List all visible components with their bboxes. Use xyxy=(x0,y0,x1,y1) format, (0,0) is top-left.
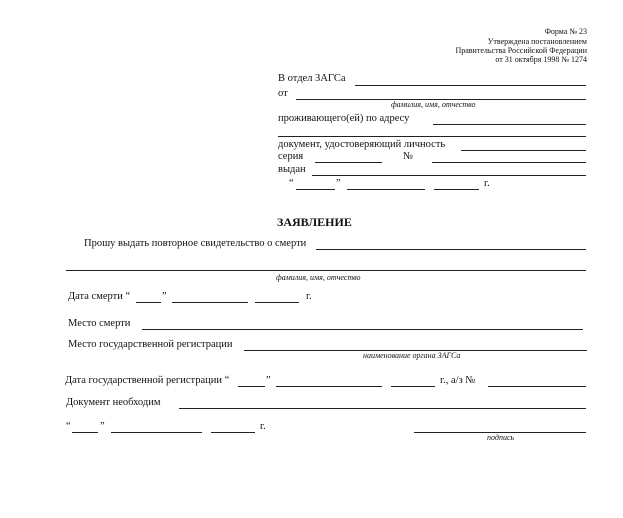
reg-year-field[interactable] xyxy=(391,386,435,387)
series-field[interactable] xyxy=(315,162,382,163)
deceased-fio-hint: фамилия, имя, отчество xyxy=(276,273,361,282)
death-date-label: Дата смерти “ xyxy=(68,291,131,302)
request-text: Прошу выдать повторное свидетельство о смерти xyxy=(84,238,307,249)
reg-office-hint: наименование органа ЗАГСа xyxy=(363,351,461,360)
id-document-field[interactable] xyxy=(461,150,586,151)
id-document-label: документ, удостоверяющий личность xyxy=(278,139,446,150)
to-office-label: В отдел ЗАГСа xyxy=(278,73,346,84)
issued-day-field[interactable] xyxy=(296,189,335,190)
doc-needed-label: Документ необходим xyxy=(66,397,161,408)
sign-quote-close: ” xyxy=(100,421,105,432)
from-label: от xyxy=(278,88,288,99)
residing-label: проживающего(ей) по адресу xyxy=(278,113,410,124)
approved-line-3: от 31 октября 1998 № 1274 xyxy=(495,55,587,64)
office-field[interactable] xyxy=(355,85,586,86)
issued-quote-close: ” xyxy=(336,178,341,189)
form-number: Форма № 23 xyxy=(544,27,587,36)
sign-year-field[interactable] xyxy=(211,432,255,433)
sign-day-field[interactable] xyxy=(72,432,98,433)
sign-year-label: г. xyxy=(260,421,266,432)
death-year-field[interactable] xyxy=(255,302,299,303)
death-date-quote-close: ” xyxy=(162,291,167,302)
death-place-field[interactable] xyxy=(142,329,583,330)
address-field-2[interactable] xyxy=(278,136,586,137)
sign-quote-open: “ xyxy=(66,421,71,432)
approved-line-2: Правительства Российской Федерации xyxy=(455,46,587,55)
reg-month-field[interactable] xyxy=(276,386,382,387)
deceased-fio-field-2[interactable] xyxy=(66,270,586,271)
form-title: ЗАЯВЛЕНИЕ xyxy=(277,215,352,229)
number-label: № xyxy=(403,151,414,162)
issued-label: выдан xyxy=(278,164,306,175)
issued-month-field[interactable] xyxy=(347,189,425,190)
issued-quote-open: “ xyxy=(289,178,294,189)
reg-date-quote-close: ” xyxy=(266,375,271,386)
death-month-field[interactable] xyxy=(172,302,248,303)
issued-year-field[interactable] xyxy=(434,189,479,190)
signature-hint: подпись xyxy=(487,433,515,442)
reg-act-label: г., а/з № xyxy=(440,375,476,386)
reg-date-label: Дата государственной регистрации “ xyxy=(65,375,230,386)
death-place-label: Место смерти xyxy=(68,318,131,329)
from-fio-hint: фамилия, имя, отчество xyxy=(391,100,476,109)
sign-month-field[interactable] xyxy=(111,432,202,433)
number-field[interactable] xyxy=(432,162,586,163)
address-field[interactable] xyxy=(433,124,586,125)
deceased-fio-field[interactable] xyxy=(316,249,586,250)
reg-place-label: Место государственной регистрации xyxy=(68,339,233,350)
death-day-field[interactable] xyxy=(136,302,161,303)
doc-needed-field[interactable] xyxy=(179,408,586,409)
issued-year-label: г. xyxy=(484,178,490,189)
death-year-label: г. xyxy=(306,291,312,302)
approved-line-1: Утверждена постановлением xyxy=(487,37,587,46)
reg-day-field[interactable] xyxy=(238,386,265,387)
reg-act-number-field[interactable] xyxy=(488,386,586,387)
issued-by-field[interactable] xyxy=(312,175,586,176)
series-label: серия xyxy=(278,151,304,162)
